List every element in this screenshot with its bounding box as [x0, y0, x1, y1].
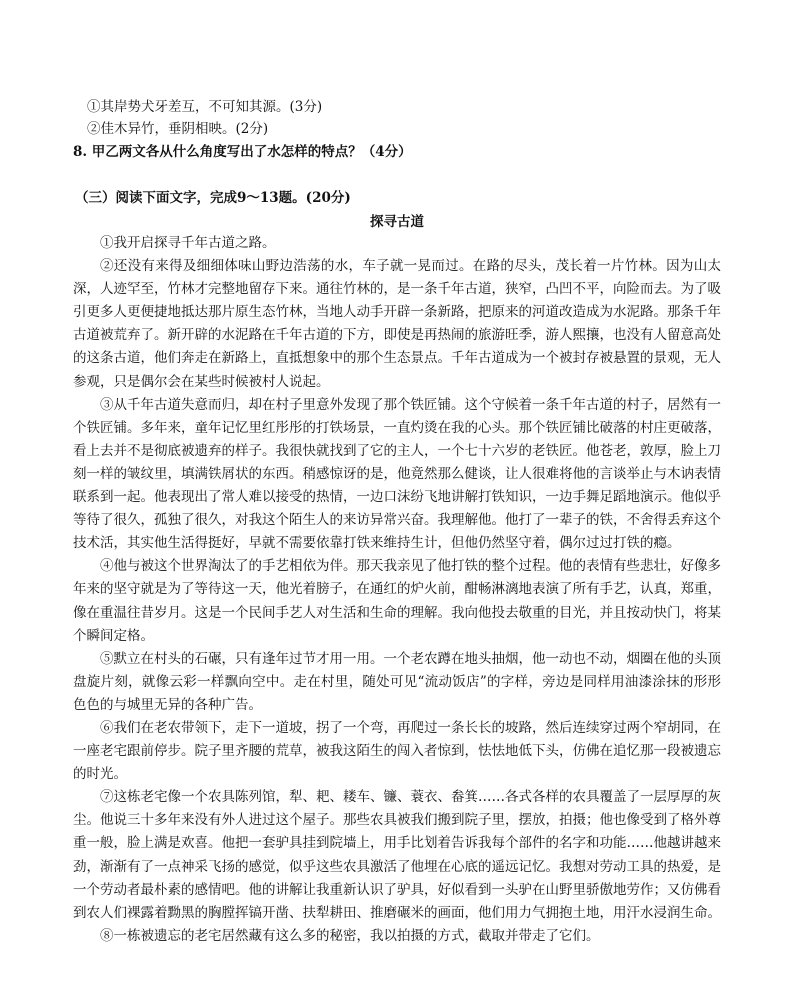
- question-8: 8. 甲乙两文各从什么角度写出了水怎样的特点？（4分）: [73, 144, 412, 160]
- question-item-1: ①其岸势犬牙差互，不可知其源。(3分): [87, 99, 323, 115]
- paragraph-6: ⑥我们在老农带领下，走下一道坡，拐了一个弯，再爬过一条长长的坡路，然后连续穿过两个窄胡同，在一座老宅跟前停步。院子里齐腰的荒草，被我这陌生的闯入者惊到，怯怯地低下头，仿佛在追忆那一段被遗忘的时光。: [73, 719, 721, 783]
- question-item-2: ②佳木异竹，垂阴相映。(2分): [87, 121, 269, 137]
- paragraph-8: ⑧一栋被遗忘的老宅居然藏有这么多的秘密，我以拍摄的方式，截取并带走了它们。: [100, 927, 600, 944]
- article-body: [73, 232, 721, 948]
- paragraph-3: ③从千年古道失意而归，却在村子里意外发现了那个铁匠铺。这个守候着一条千年古道的村子，居然有一个铁匠铺。多年来，童年记忆里红彤彤的打铁场景，一直灼烫在我的心头。那个铁匠铺比破落的村庄更破落，看上去并不是彻底被遗弃的样子。我很快就找到了它的主人，一个七十六岁的老铁匠。他苍老，敦厚，脸上刀刻一样的皱纹里，填满铁屑状的东西。稍感惊讶的是，他竟然那么健谈，让人很难将他的言谈举止与木讷表情联系到一起。他表现出了常人难以接受的热情，一边口沫纷飞地讲解打铁知识，一边手舞足蹈地演示。他似乎等待了很久，孤独了很久，对我这个陌生人的来访异常兴奋。我理解他。他打了一辈子的铁，不舍得丢弃这个技术活，其实他生活得挺好，早就不需要依靠打铁来维持生计，但他仍然坚守着，偶尔过过打铁的瘾。: [73, 396, 721, 552]
- paragraph-2: ②还没有来得及细细体味山野边浩荡的水，车子就一晃而过。在路的尽头，茂长着一片竹林。因为山太深，人迹罕至，竹林才完整地留存下来。通往竹林的，是一条千年古道，狭窄，凸凹不平，向险而去。为了吸引更多人更便捷地抵达那片原生态竹林，当地人动手开辟一条新路，把原来的河道改造成为水泥路。那条千年古道被荒弃了。新开辟的水泥路在千年古道的下方，即使是再热闹的旅游旺季，游人熙攘，也没有人留意高处的这条古道，他们奔走在新路上，直抵想象中的那个生态景点。千年古道成为一个被封存被悬置的景观，无人参观，只是偶尔会在某些时候被村人说起。: [73, 258, 721, 390]
- article-title: 探寻古道: [370, 214, 424, 230]
- section-3-heading: （三）阅读下面文字，完成9～13题。(20分): [75, 190, 351, 206]
- paragraph-5: ⑤默立在村头的石碾，只有逢年过节才用一用。一个老农蹲在地头抽烟，他一动也不动，烟圈在他的头顶盘旋片刻，就像云彩一样飘向空中。走在村里，随处可见“流动饭店”的字样，旁边是同样用油漆涂抹的形形色色的与城里无异的各种广告。: [73, 650, 721, 713]
- paragraph-4: ④他与被这个世界淘汰了的手艺相依为伴。那天我亲见了他打铁的整个过程。他的表情有些悲壮，好像多年来的坚守就是为了等待这一天，他光着膀子，在通红的炉火前，酣畅淋漓地表演了所有手艺，认真，郑重，像在重温往昔岁月。这是一个民间手艺人对生活和生命的理解。我向他投去敬重的目光，并且按动快门，将某个瞬间定格。: [73, 558, 721, 644]
- paragraph-7: ⑦这栋老宅像一个农具陈列馆，犁、耙、耧车、镰、蓑衣、畚箕……各式各样的农具覆盖了一层厚厚的灰尘。他说三十多年来没有外人进过这个屋子。那些农具被我们搬到院子里，摆放，拍摄；他也像受到了格外尊重一般，脸上满是欢喜。他把一套驴具挂到院墙上，用手比划着告诉我每个部件的名字和功能……他越讲越来劲，渐渐有了一点神采飞扬的感觉，似乎这些农具激活了他埋在心底的遥远记忆。我想对劳动工具的热爱，是一个劳动者最朴素的感情吧。他的讲解让我重新认识了驴具，好似看到一头驴在山野里骄傲地劳作；又仿佛看到农人们裸露着黝黑的胸膛挥镐开凿、扶犁耕田、推磨碾米的画面，他们用力气拥抱土地，用汗水浸润生命。: [73, 789, 721, 921]
- paragraph-1: ①我开启探寻千年古道之路。: [100, 235, 276, 251]
